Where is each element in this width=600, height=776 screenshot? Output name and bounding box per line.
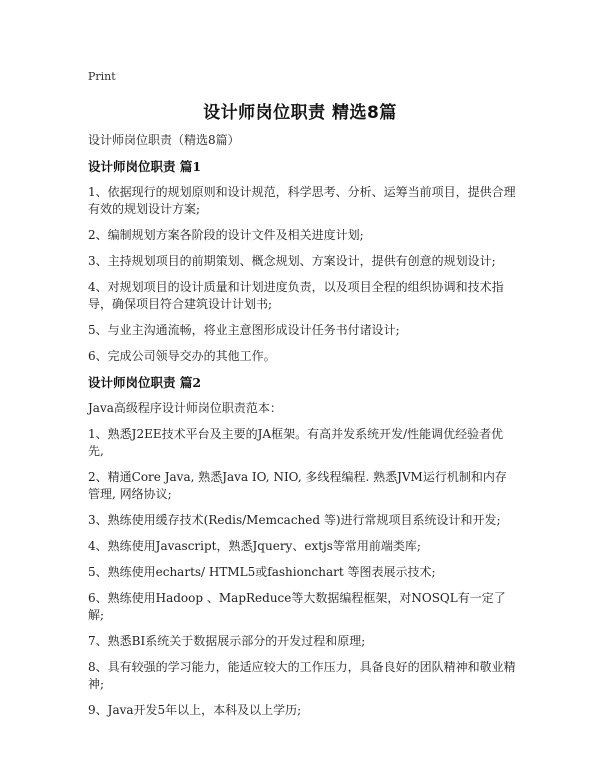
paragraph: 2、编制规划方案各阶段的设计文件及相关进度计划;	[88, 228, 364, 242]
paragraph: Java高级程序设计师岗位职责范本：	[88, 401, 282, 415]
section-heading: 设计师岗位职责 篇1	[88, 159, 202, 174]
section-1	[88, 158, 518, 365]
paragraph: 8、具有较强的学习能力，能适应较大的工作压力，具备良好的团队精神和敬业精神;	[88, 660, 516, 691]
paragraph: 1、熟悉J2EE技术平台及主要的JA框架。有高并发系统开发/性能调优经验者优先,	[88, 427, 504, 458]
paragraph: 4、对规划项目的设计质量和计划进度负责，以及项目全程的组织协调和技术指导，确保项目符合建筑设计计划书;	[88, 280, 504, 311]
document-body	[88, 132, 518, 728]
paragraph: 6、熟练使用Hadoop 、MapReduce等大数据编程框架，对NOSQL有一定了解;	[88, 591, 506, 622]
document-subtitle: 设计师岗位职责（精选8篇）	[88, 133, 240, 147]
paragraph: 6、完成公司领导交办的其他工作。	[88, 349, 276, 363]
section-heading: 设计师岗位职责 篇2	[88, 375, 202, 390]
paragraph: 1、依据现行的规划原则和设计规范，科学思考、分析、运筹当前项目，提供合理有效的规划设计方案;	[88, 185, 516, 216]
paragraph: 3、主持规划项目的前期策划、概念规划、方案设计，提供有创意的规划设计;	[88, 254, 496, 268]
paragraph: 3、熟练使用缓存技术(Redis/Memcached 等)进行常规项目系统设计和开发;	[88, 513, 501, 527]
section-2	[88, 374, 518, 719]
paragraph: 5、熟练使用echarts/ HTML5或fashionchart 等图表展示技术;	[88, 565, 436, 579]
paragraph: 5、与业主沟通流畅，将业主意图形成设计任务书付诸设计;	[88, 323, 400, 337]
paragraph: 9、Java开发5年以上，本科及以上学历;	[88, 703, 302, 717]
print-label: Print	[88, 70, 116, 83]
document-title: 设计师岗位职责 精选8篇	[203, 103, 397, 123]
paragraph: 4、熟练使用Javascript，熟悉Jquery、extjs等常用前端类库;	[88, 539, 421, 553]
paragraph: 7、熟悉BI系统关于数据展示部分的开发过程和原理;	[88, 634, 366, 648]
paragraph: 2、精通Core Java, 熟悉Java IO, NIO, 多线程编程. 熟悉JVM运行机制和内存管理, 网络协议;	[88, 470, 507, 501]
